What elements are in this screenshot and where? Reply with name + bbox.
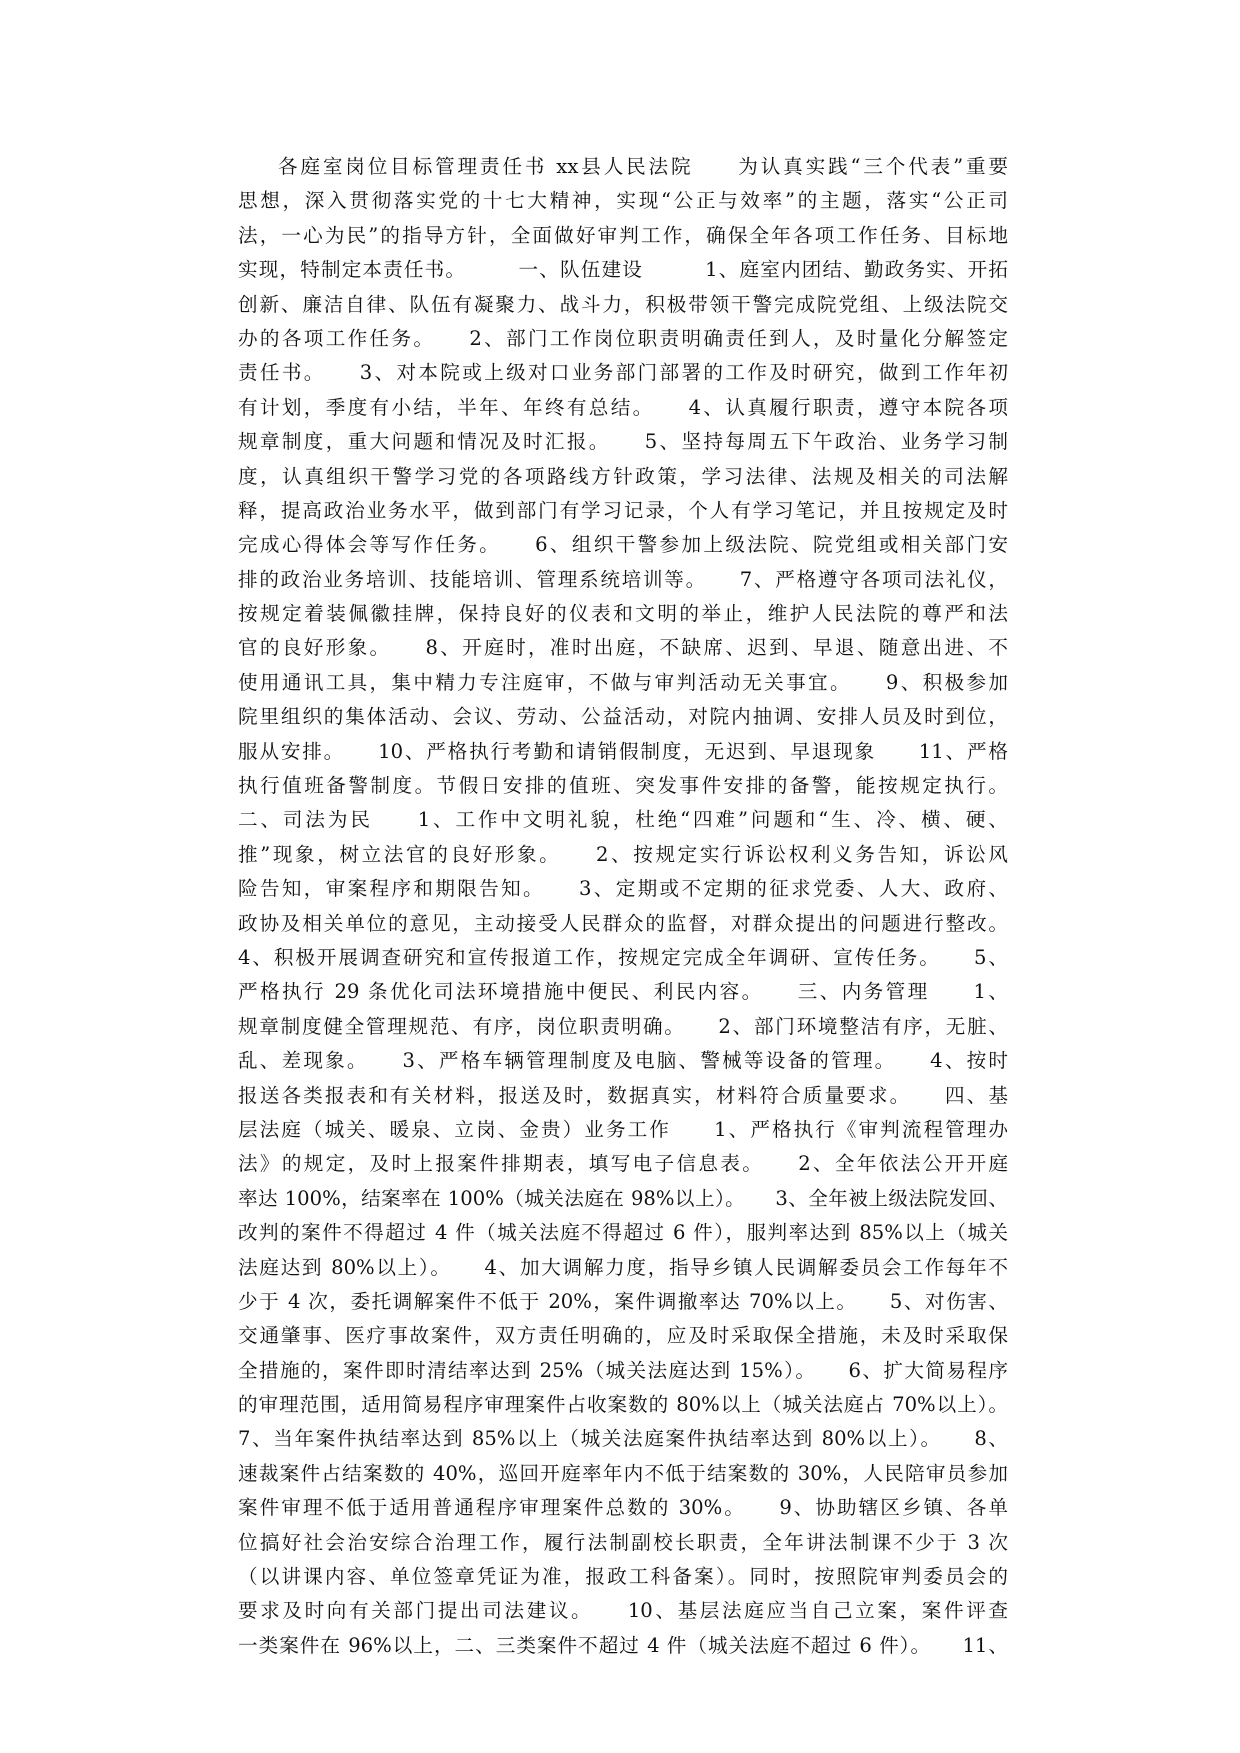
text-line: 完成心得体会等写作任务。 6、组织干警参加上级法院、院党组或相关部门安 bbox=[238, 533, 1008, 557]
document-body bbox=[238, 150, 1008, 1663]
text-line: 要求及时向有关部门提出司法建议。 10、基层法庭应当自己立案，案件评查 bbox=[238, 1599, 1008, 1623]
text-line: 按规定着装佩徽挂牌，保持良好的仪表和文明的举止，维护人民法院的尊严和法 bbox=[238, 602, 1008, 626]
text-line: 责任书。 3、对本院或上级对口业务部门部署的工作及时研究，做到工作年初 bbox=[238, 361, 1008, 385]
text-line: 的审理范围，适用简易程序审理案件占收案数的 80%以上（城关法庭占 70%以上）。 bbox=[238, 1393, 1008, 1417]
text-line: 案件审理不低于适用普通程序审理案件总数的 30%。 9、协助辖区乡镇、各单 bbox=[238, 1496, 1008, 1520]
text-line: 各庭室岗位目标管理责任书 xx县人民法院 为认真实践“三个代表”重要 bbox=[278, 155, 1008, 178]
text-line: 法庭达到 80%以上）。 4、加大调解力度，指导乡镇人民调解委员会工作每年不 bbox=[238, 1255, 1008, 1279]
text-line: 少于 4 次，委托调解案件不低于 20%，案件调撤率达 70%以上。 5、对伤害、 bbox=[238, 1289, 1008, 1313]
text-line: 一类案件在 96%以上，二、三类案件不超过 4 件（城关法庭不超过 6 件）。 11、 bbox=[238, 1633, 1008, 1657]
text-line: （以讲课内容、单位签章凭证为准，报政工科备案）。同时，按照院审判委员会的 bbox=[238, 1565, 1008, 1589]
text-line: 交通肇事、医疗事故案件，双方责任明确的，应及时采取保全措施，未及时采取保 bbox=[238, 1324, 1008, 1348]
text-line: 推”现象，树立法官的良好形象。 2、按规定实行诉讼权利义务告知，诉讼风 bbox=[238, 842, 1008, 866]
text-line: 二、司法为民 1、工作中文明礼貌，杜绝“四难”问题和“生、冷、横、硬、 bbox=[238, 808, 1008, 832]
text-line: 度，认真组织干警学习党的各项路线方针政策，学习法律、法规及相关的司法解 bbox=[238, 464, 1008, 488]
text-line: 政协及相关单位的意见，主动接受人民群众的监督，对群众提出的问题进行整改。 bbox=[238, 911, 1008, 935]
text-line: 位搞好社会治安综合治理工作，履行法制副校长职责，全年讲法制课不少于 3 次 bbox=[238, 1530, 1008, 1554]
text-line: 4、积极开展调查研究和宣传报道工作，按规定完成全年调研、宣传任务。 5、 bbox=[238, 945, 1008, 969]
text-line: 规章制度，重大问题和情况及时汇报。 5、坚持每周五下午政治、业务学习制 bbox=[238, 430, 1008, 454]
text-line: 法》的规定，及时上报案件排期表，填写电子信息表。 2、全年依法公开开庭 bbox=[238, 1152, 1008, 1176]
text-line: 速裁案件占结案数的 40%，巡回开庭率年内不低于结案数的 30%，人民陪审员参加 bbox=[238, 1461, 1008, 1485]
text-line: 全措施的，案件即时清结率达到 25%（城关法庭达到 15%）。 6、扩大简易程序 bbox=[238, 1358, 1008, 1382]
text-line: 排的政治业务培训、技能培训、管理系统培训等。 7、严格遵守各项司法礼仪， bbox=[238, 567, 1008, 591]
text-line: 有计划，季度有小结，半年、年终有总结。 4、认真履行职责，遵守本院各项 bbox=[238, 395, 1008, 419]
text-line: 严格执行 29 条优化司法环境措施中便民、利民内容。 三、内务管理 1、 bbox=[238, 980, 1008, 1004]
text-line: 乱、差现象。 3、严格车辆管理制度及电脑、警械等设备的管理。 4、按时 bbox=[238, 1049, 1008, 1073]
text-line: 思想，深入贯彻落实党的十七大精神，实现“公正与效率”的主题，落实“公正司 bbox=[238, 189, 1008, 213]
text-line: 服从安排。 10、严格执行考勤和请销假制度，无迟到、早退现象 11、严格 bbox=[238, 739, 1008, 763]
text-line: 报送各类报表和有关材料，报送及时，数据真实，材料符合质量要求。 四、基 bbox=[238, 1083, 1008, 1107]
text-line: 规章制度健全管理规范、有序，岗位职责明确。 2、部门环境整洁有序，无脏、 bbox=[238, 1014, 1008, 1038]
text-line: 法，一心为民”的指导方针，全面做好审判工作，确保全年各项工作任务、目标地 bbox=[238, 223, 1008, 247]
text-line: 率达 100%，结案率在 100%（城关法庭在 98%以上）。 3、全年被上级法院发回、 bbox=[238, 1186, 1008, 1210]
text-line: 7、当年案件执结率达到 85%以上（城关法庭案件执结率达到 80%以上）。 8、 bbox=[238, 1427, 1008, 1451]
text-line: 释，提高政治业务水平，做到部门有学习记录，个人有学习笔记，并且按规定及时 bbox=[238, 498, 1008, 522]
text-line: 险告知，审案程序和期限告知。 3、定期或不定期的征求党委、人大、政府、 bbox=[238, 877, 1008, 901]
text-line: 使用通讯工具，集中精力专注庭审，不做与审判活动无关事宜。 9、积极参加 bbox=[238, 670, 1008, 694]
text-line: 执行值班备警制度。节假日安排的值班、突发事件安排的备警，能按规定执行。 bbox=[238, 774, 1008, 798]
text-line: 实现，特制定本责任书。 一、队伍建设 1、庭室内团结、勤政务实、开拓 bbox=[238, 258, 1008, 282]
text-line: 官的良好形象。 8、开庭时，准时出庭，不缺席、迟到、早退、随意出进、不 bbox=[238, 636, 1008, 660]
text-line: 层法庭（城关、暖泉、立岗、金贵）业务工作 1、严格执行《审判流程管理办 bbox=[238, 1117, 1008, 1141]
text-line: 创新、廉洁自律、队伍有凝聚力、战斗力，积极带领干警完成院党组、上级法院交 bbox=[238, 292, 1008, 316]
text-line: 院里组织的集体活动、会议、劳动、公益活动，对院内抽调、安排人员及时到位， bbox=[238, 705, 1008, 729]
text-line: 改判的案件不得超过 4 件（城关法庭不得超过 6 件），服判率达到 85%以上（城关 bbox=[238, 1221, 1008, 1245]
text-line: 办的各项工作任务。 2、部门工作岗位职责明确责任到人，及时量化分解签定 bbox=[238, 326, 1008, 350]
